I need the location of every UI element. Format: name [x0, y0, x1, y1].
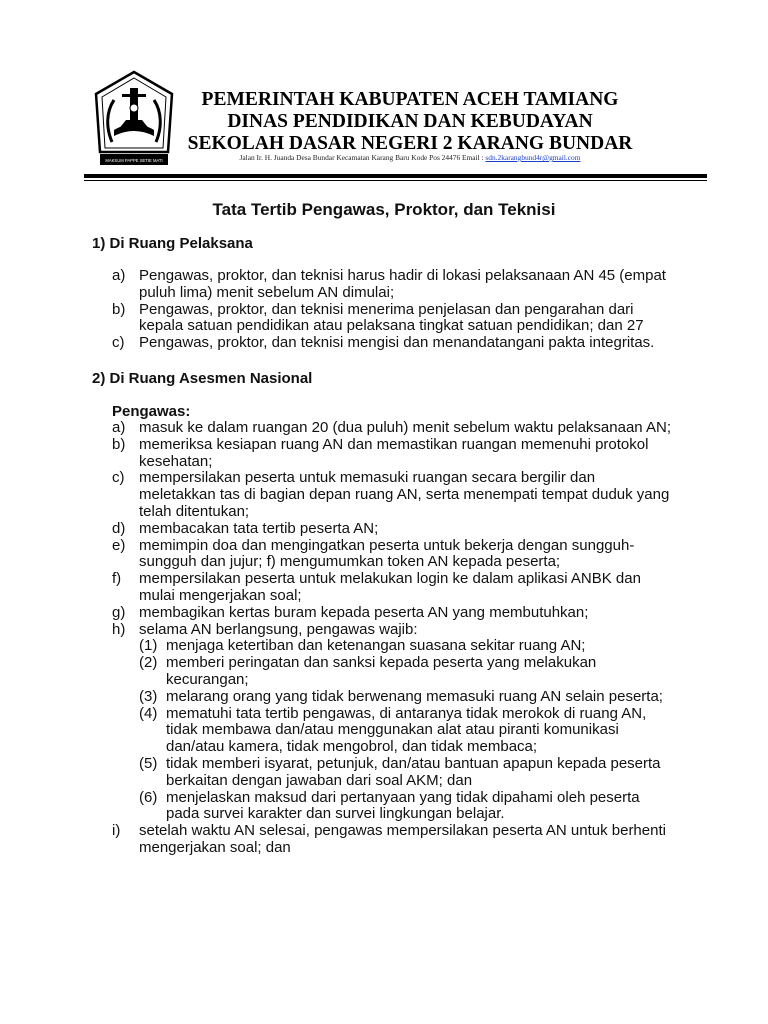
list-item-text: Pengawas, proktor, dan teknisi mengisi dan menandatangani pakta integritas.: [139, 334, 655, 352]
list-item: [112, 538, 674, 572]
list-item-text: Pengawas, proktor, dan teknisi menerima penjelasan dan pengarahan dari kepala satuan pendidikan atau pelaksana tingkat satuan pendidikan; dan 27: [139, 300, 644, 335]
letterhead-line-3: SEKOLAH DASAR NEGERI 2 KARANG BUNDAR: [187, 133, 633, 154]
list-marker: b): [112, 300, 126, 318]
list-marker: g): [112, 603, 126, 621]
section1-list: [112, 268, 672, 352]
list-item-text: memimpin doa dan mengingatkan peserta untuk bekerja dengan sungguh-sungguh dan jujur; f) mengumumkan token AN kepada peserta;: [139, 536, 635, 571]
sub-list-item-text: tidak memberi isyarat, petunjuk, dan/atau bantuan apapun kepada peserta berkaitan dengan jawaban dari soal AKM; dan: [166, 754, 661, 789]
sub-list-item: [139, 706, 674, 756]
section-heading-2: 2) Di Ruang Asesmen Nasional: [92, 370, 313, 387]
list-marker: e): [112, 536, 126, 554]
list-item-text: membacakan tata tertib peserta AN;: [139, 519, 379, 537]
list-item: [112, 470, 674, 520]
logo-caption: MAKSUM PAPPE SETIE MATI: [105, 158, 163, 163]
sub-list-item: [139, 689, 674, 706]
section2-list: [112, 420, 674, 857]
sub-list-marker: (6): [139, 788, 158, 806]
list-marker: a): [112, 419, 126, 436]
sub-list-item: [139, 638, 674, 655]
list-item-text: mempersilakan peserta untuk memasuki ruangan secara bergilir dan meletakkan tas di bagian depan ruang AN, serta menempati tempat duduk yang telah ditentukan;: [139, 469, 670, 520]
list-item-text: masuk ke dalam ruangan 20 (dua puluh) menit sebelum waktu pelaksanaan AN;: [139, 419, 671, 436]
list-marker: d): [112, 519, 126, 537]
list-item: [112, 268, 672, 302]
list-item-text: setelah waktu AN selesai, pengawas mempersilakan peserta AN untuk berhenti mengerjakan soal; dan: [139, 822, 666, 856]
letterhead-address: [180, 153, 640, 162]
list-marker: c): [112, 334, 125, 352]
sub-list-item: [139, 756, 674, 790]
letterhead-line-1: PEMERINTAH KABUPATEN ACEH TAMIANG: [201, 89, 619, 110]
list-item-text: mempersilakan peserta untuk melakukan login ke dalam aplikasi ANBK dan mulai mengerjakan soal;: [139, 570, 641, 604]
list-item-text: membagikan kertas buram kepada peserta AN yang membutuhkan;: [139, 603, 589, 621]
aceh-tamiang-crest-icon: [92, 70, 176, 168]
list-marker: a): [112, 267, 126, 284]
subheading-pengawas: Pengawas:: [112, 403, 191, 420]
list-item-text: memeriksa kesiapan ruang AN dan memastikan ruangan memenuhi protokol kesehatan;: [139, 435, 649, 470]
letterhead-line-2: DINAS PENDIDIKAN DAN KEBUDAYAN: [227, 111, 593, 132]
sub-list: [139, 638, 674, 823]
sub-list-item: [139, 790, 674, 824]
sub-list-marker: (3): [139, 687, 158, 705]
sub-list-item-text: menjelaskan maksud dari pertanyaan yang tidak dipahami oleh peserta pada survei karakter dan survei lingkungan belajar.: [166, 788, 640, 823]
letterhead-divider-thick: [84, 174, 707, 178]
sub-list-marker: (4): [139, 704, 158, 722]
list-item: [112, 302, 672, 336]
list-marker: b): [112, 435, 126, 453]
list-item: [112, 521, 674, 538]
section-heading-1: 1) Di Ruang Pelaksana: [92, 235, 253, 252]
list-item: [112, 437, 674, 471]
list-item: [112, 605, 674, 622]
list-marker: c): [112, 469, 125, 487]
sub-list-item-text: mematuhi tata tertib pengawas, di antaranya tidak merokok di ruang AN, tidak membawa dan/atau menggunakan alat atau piranti komunikasi dan/atau kamera, tidak mengobrol, dan tidak membaca;: [166, 704, 647, 756]
address-text: Jalan Ir. H. Juanda Desa Bundar Kecamatan Karang Baru Kode Pos 24476 Email :: [239, 153, 486, 162]
list-marker: h): [112, 620, 126, 638]
list-marker: f): [112, 570, 122, 588]
list-item-text: Pengawas, proktor, dan teknisi harus hadir di lokasi pelaksanaan AN 45 (empat puluh lima) menit sebelum AN dimulai;: [139, 267, 666, 301]
sub-list-item-text: menjaga ketertiban dan ketenangan suasana sekitar ruang AN;: [166, 637, 586, 655]
document-title: Tata Tertib Pengawas, Proktor, dan Teknisi: [212, 200, 556, 219]
sub-list-marker: (1): [139, 637, 158, 655]
email-link[interactable]: sdn.2karangbund4r@gmail.com: [485, 153, 581, 162]
sub-list-marker: (5): [139, 754, 158, 772]
list-item-text: selama AN berlangsung, pengawas wajib:: [139, 620, 418, 638]
list-item: [112, 622, 674, 824]
letterhead-divider-thin: [84, 180, 707, 181]
list-marker: i): [112, 822, 121, 840]
list-item: [112, 420, 674, 437]
list-item: [112, 335, 672, 352]
list-item: [112, 823, 674, 857]
sub-list-item: [139, 655, 674, 689]
sub-list-item-text: memberi peringatan dan sanksi kepada peserta yang melakukan kecurangan;: [166, 654, 597, 688]
sub-list-item-text: melarang orang yang tidak berwenang memasuki ruang AN selain peserta;: [166, 687, 663, 705]
sub-list-marker: (2): [139, 654, 158, 672]
list-item: [112, 571, 674, 605]
